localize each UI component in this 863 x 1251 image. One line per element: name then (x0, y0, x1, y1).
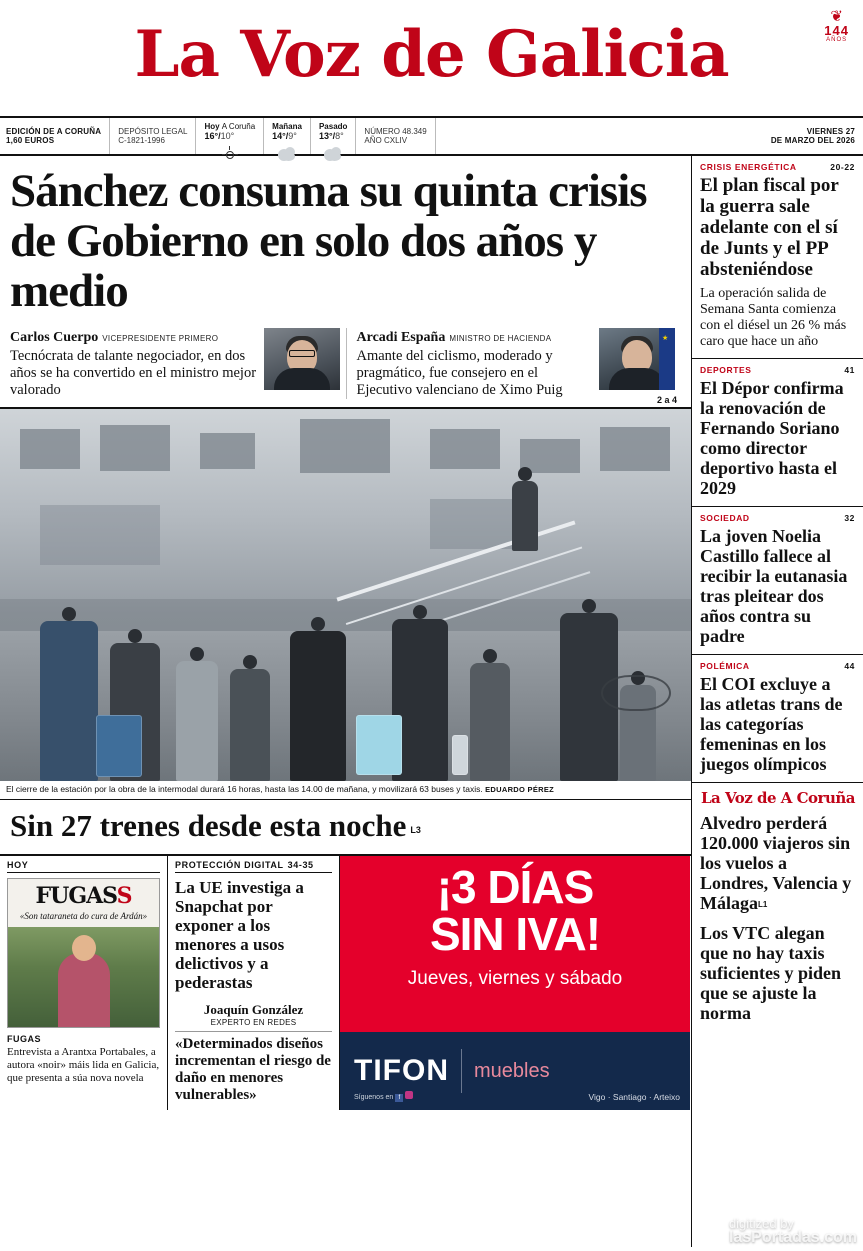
side-story-energy-kicker: CRISIS ENERGÉTICA 20-22 (700, 162, 855, 172)
subject-1-desc: Tecnócrata de talante negociador, en dos años se ha convertido en el ministro mejor valorado (10, 348, 257, 398)
lead-subject-2[interactable] (346, 328, 682, 399)
lead-subjects (10, 328, 681, 407)
side-story-society-kicker: SOCIEDAD 32 (700, 513, 855, 523)
ad-divider (461, 1049, 462, 1093)
lead-headline[interactable]: Sánchez consuma su quinta crisis de Gobierno en solo dos años y medio (10, 165, 647, 317)
sun-cloud-icon (322, 146, 344, 150)
local-headline: Alvedro perderá 120.000 viajeros sin los vuelos a Londres, Valencia y MálagaL1 (700, 813, 852, 913)
edition-title: EDICIÓN DE A CORUÑA (6, 127, 102, 136)
digital-protection-headline: La UE investiga a Snapchat por exponer a los menores a usos delictivos y a pederastas (175, 878, 304, 992)
masthead (0, 0, 863, 118)
advertisement[interactable] (340, 856, 690, 1110)
photo-credit: EDUARDO PÉREZ (485, 785, 555, 794)
side-story-sports[interactable] (692, 359, 863, 507)
lead-subject-1[interactable] (10, 328, 346, 399)
anniversary-ornament-icon: ❦ (830, 8, 843, 25)
anniversary-label: AÑOS (826, 37, 848, 43)
side-story-sports-kicker: DEPORTES 41 (700, 365, 855, 375)
photo-story-headline-text: Sin 27 trenes desde esta noche (10, 808, 407, 843)
ad-line-1: ¡3 DÍAS (436, 861, 594, 913)
photo-story (0, 407, 691, 856)
weather-today-label: Hoy A Coruña (204, 122, 256, 131)
side-story-society[interactable] (692, 507, 863, 655)
edition-info (0, 118, 110, 154)
weather-tomorrow-label: Mañana (272, 122, 302, 131)
edition-price: 1,60 EUROS (6, 136, 55, 145)
weather-today (196, 118, 264, 154)
instagram-icon[interactable] (405, 1091, 413, 1099)
main-column (0, 156, 692, 1247)
fugas-cover-line: «Son tataraneta do cura de Ardán» (19, 911, 148, 921)
local-headline-ref: L1 (758, 900, 768, 909)
fugas-cover-thumbnail (7, 878, 160, 1028)
side-story-society-headline: La joven Noelia Castillo fallece al recibir la eutanasia tras pleitear dos años contra su padre (700, 526, 848, 646)
weather-today-temps: 16°/10° (204, 131, 235, 141)
photo-caption (0, 781, 691, 800)
subject-1-name: Carlos Cuerpo (10, 330, 99, 345)
facebook-icon[interactable]: f (395, 1094, 403, 1102)
subject-2-role: MINISTRO DE HACIENDA (449, 334, 552, 343)
issue-number (356, 118, 435, 154)
bottom-strip (0, 856, 691, 1110)
ad-subbrand: muebles (474, 1059, 550, 1082)
fugas-text: Entrevista a Arantxa Portabales, a autora «noir» máis lida en Galicia, que presenta a súa nova novela (7, 1046, 160, 1084)
weather-tomorrow-temps: 14°/9° (272, 131, 297, 141)
ad-line-3: Jueves, viernes y sábado (407, 968, 623, 989)
station-photo (0, 409, 691, 781)
deposit-info (110, 118, 196, 154)
subject-2-desc: Amante del ciclismo, moderado y pragmático, fue consejero en el Ejecutivo valenciano de Ximo Puig (356, 348, 563, 398)
ad-brand: TIFON (354, 1054, 449, 1087)
subject-2-header (357, 328, 594, 346)
newspaper-title: La Voz de Galicia (134, 17, 729, 92)
side-column (692, 156, 863, 1247)
page-body (0, 156, 863, 1247)
subject-1-header (10, 328, 258, 346)
side-story-controversy-headline: El COI excluye a las atletas trans de las categorías femeninas en los juegos olímpicos (700, 674, 843, 774)
side-story-energy-headline: El plan fiscal por la guerra sale adelante con el sí de Junts y el PP absteniéndose (700, 175, 839, 280)
subject-1-role: VICEPRESIDENTE PRIMERO (102, 334, 219, 343)
watermark-line-1: digitized by (728, 1216, 794, 1231)
lead-pages-ref: 2 a 4 (656, 395, 677, 405)
side-story-energy-body: La operación salida de Semana Santa comienza con el diésel un 26 % más caro que hace un año (700, 286, 847, 349)
expert-quote: «Determinados diseños incrementan el riesgo de daño en menores vulnerables» (175, 1036, 331, 1103)
ad-follow: Síguenos en f (354, 1091, 413, 1102)
ad-line-2: SIN IVA! (429, 908, 601, 960)
fugas-tag: FUGAS (7, 1034, 41, 1044)
side-story-controversy-kicker: POLÉMICA 44 (700, 661, 855, 671)
subject-2-name: Arcadi España (356, 330, 446, 345)
info-bar (0, 118, 863, 156)
sun-icon (221, 146, 239, 150)
expert-name: Joaquín González (203, 1002, 304, 1017)
fugas-cover-title: FUGASS (35, 883, 132, 909)
weather-dayafter (311, 118, 356, 154)
watermark-line-2: lasPortadas.com (728, 1229, 857, 1246)
deposit-value: C-1821-1996 (118, 136, 165, 145)
publication-date (763, 118, 863, 154)
side-story-energy[interactable] (692, 156, 863, 359)
deposit-title: DEPÓSITO LEGAL (118, 127, 188, 136)
weather-dayafter-temps: 13°/8° (318, 131, 344, 141)
weather-dayafter-label: Pasado (318, 122, 348, 131)
weather-tomorrow (264, 118, 311, 154)
hoy-kicker: HOY (7, 860, 160, 873)
photo-caption-text: El cierre de la estación por la obra de la intermodal durará 16 horas, hasta las 14.00 de mañana, y movilizará 63 buses y taxis. (6, 784, 483, 794)
side-local-section[interactable] (692, 783, 863, 1031)
photo-story-headline[interactable] (0, 800, 691, 856)
side-story-sports-headline: El Dépor confirma la renovación de Fernando Soriano como director deportivo hasta el 2029 (700, 378, 844, 498)
ad-cities: Vigo · Santiago · Arteixo (588, 1092, 680, 1102)
date-line-2: DE MARZO DEL 2026 (770, 136, 855, 145)
date-line-1: VIERNES 27 (806, 127, 855, 136)
issue-number-value: NÚMERO 48.349 (364, 127, 427, 136)
subject-2-photo: ★ (599, 328, 675, 390)
anniversary-number: 144 (824, 23, 849, 38)
anniversary-badge (824, 10, 849, 43)
expert-role: EXPERTO EN REDES (175, 1018, 332, 1032)
hoy-block[interactable] (0, 856, 168, 1110)
digital-protection-kicker: PROTECCIÓN DIGITAL 34-35 (175, 860, 332, 873)
cloud-icon (276, 146, 298, 150)
digital-protection-block[interactable] (168, 856, 340, 1110)
issue-year-value: AÑO CXLIV (364, 136, 408, 145)
local-secondary-headline: Los VTC alegan que no hay taxis suficientes y piden que se ajuste la norma (700, 923, 842, 1023)
photo-story-ref: L3 (410, 825, 421, 835)
lead-story (0, 156, 691, 407)
local-section-logo: La Voz de A Coruña (701, 789, 855, 807)
side-story-controversy[interactable] (692, 655, 863, 783)
subject-1-photo (264, 328, 340, 390)
